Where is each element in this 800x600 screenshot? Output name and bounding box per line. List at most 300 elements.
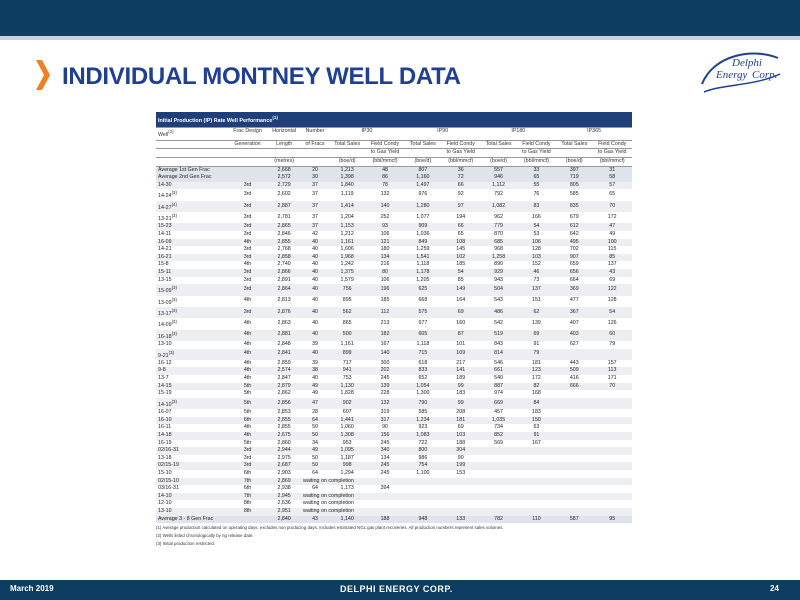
table-cell: 2,945 [267, 493, 301, 501]
table-cell: 48 [365, 166, 404, 174]
table-cell: 1,828 [340, 390, 354, 397]
header-boed: (boe/d) [405, 157, 441, 166]
table-cell: 31 [592, 166, 632, 174]
table-body [156, 166, 632, 523]
table-cell: 80 [365, 269, 404, 277]
table-cell: 2,858 [267, 254, 301, 262]
table-cell: 659 [569, 261, 579, 268]
table-row [156, 318, 632, 329]
table-cell: 69 [457, 424, 464, 431]
table-cell: 134 [365, 254, 404, 262]
well-name-cell: 02/15-10 [156, 478, 228, 486]
table-cell: 1,160 [405, 174, 441, 182]
table-cell: 4th [243, 320, 252, 327]
table-cell: 4th [228, 349, 267, 360]
table-cell: 70 [592, 383, 632, 391]
table-cell: 1,060 [340, 424, 354, 431]
table-cell: 1,398 [329, 174, 365, 182]
table-row [156, 231, 632, 239]
table-row [156, 261, 632, 269]
table-cell: 968 [494, 246, 503, 253]
table-cell: 416 [569, 375, 579, 382]
table-cell: 962 [494, 213, 503, 220]
table-row [156, 424, 632, 432]
header-ip180: IP180 [480, 128, 556, 140]
table-cell: 149 [441, 284, 480, 295]
table-cell: 128 [532, 246, 541, 253]
table-cell: 679 [569, 213, 579, 220]
table-cell: 139 [532, 320, 541, 327]
table-row [156, 409, 632, 417]
table-cell: 55 [517, 182, 556, 190]
table-cell: 849 [405, 239, 441, 247]
table-cell: 53 [533, 230, 540, 237]
table-header-row-4 [156, 157, 632, 166]
table-cell: 3rd [243, 454, 252, 461]
table-cell: 1,212 [340, 230, 354, 237]
table-cell: 3rd [228, 223, 267, 231]
well-data-table-container [156, 112, 632, 574]
table-cell: 64 [312, 485, 318, 492]
table-cell: 37 [312, 213, 318, 220]
table-cell: 756 [329, 284, 365, 295]
table-cell: 562 [329, 307, 365, 318]
well-name-cell: 16-11 [158, 424, 172, 431]
well-name-cell: 15-19 [158, 390, 172, 397]
table-row [156, 375, 632, 383]
table-cell: 986 [418, 454, 428, 461]
well-data-table [156, 112, 632, 523]
table-cell: 150 [517, 417, 556, 425]
table-cell: 85 [592, 254, 632, 262]
table-cell: 835 [556, 201, 592, 212]
table-cell: 1,579 [340, 276, 354, 283]
table-cell: 199 [441, 462, 480, 470]
header-total-sales: Total Sales [405, 140, 441, 149]
table-cell: 4th [228, 432, 267, 440]
table-cell: 141 [441, 367, 480, 375]
table-cell: 132 [380, 191, 390, 198]
table-cell: 2,891 [277, 276, 291, 283]
table-row [156, 246, 632, 254]
table-cell: 2,887 [267, 201, 301, 212]
header-number: Number [301, 128, 329, 140]
table-cell: 60 [592, 330, 632, 341]
table-cell [556, 485, 592, 493]
table-cell: 2,853 [277, 409, 291, 416]
well-name-cell: 13-09$^{(3)}$ [158, 296, 177, 306]
table-cell: 976 [418, 191, 428, 198]
table-cell: 137 [607, 261, 617, 268]
well-name-cell: 15-10 [158, 469, 172, 476]
table-cell: 717 [342, 359, 352, 366]
table-cell: 58 [592, 174, 632, 182]
table-cell: 101 [456, 340, 466, 347]
table-cell: 5th [243, 390, 252, 397]
well-name-cell: 15-11 [156, 269, 228, 277]
table-cell: 607 [342, 409, 352, 416]
header-gas-yield: to Gas Yield [517, 149, 556, 158]
table-cell: 890 [494, 261, 503, 268]
table-cell: 83 [517, 201, 556, 212]
table-cell: 49 [609, 230, 616, 237]
table-cell: 109 [441, 349, 480, 360]
table-cell: 2,862 [277, 390, 291, 397]
table-cell: 843 [494, 340, 503, 347]
table-cell: 792 [494, 191, 503, 198]
table-cell: 40 [301, 239, 329, 247]
header-length: Length [267, 140, 301, 149]
table-cell: 37 [301, 201, 329, 212]
table-cell: 317 [365, 417, 404, 425]
table-cell: 974 [494, 390, 503, 397]
header-total-sales: Total Sales [329, 140, 365, 149]
table-row [156, 341, 632, 349]
table-cell: 121 [365, 239, 404, 247]
table-cell: 807 [405, 166, 441, 174]
table-cell: 36 [441, 166, 480, 174]
table-cell: 39 [312, 340, 318, 347]
table-cell: 99 [441, 398, 480, 409]
table-cell: 1,259 [416, 246, 430, 253]
well-name-cell: 13-10 [156, 508, 228, 516]
well-name-cell: 12-10 [158, 500, 172, 507]
table-cell: 540 [494, 375, 503, 382]
table-cell: 40 [312, 246, 318, 253]
header-frac-design: Frac Design [228, 128, 267, 140]
table-cell: 40 [301, 330, 329, 341]
table-cell: 1,100 [416, 469, 430, 476]
table-cell: 103 [441, 432, 480, 440]
table-cell: 188 [365, 516, 404, 524]
table-cell: 909 [405, 223, 441, 231]
header-field-condy: Field Condy [592, 140, 632, 149]
table-cell: 92 [457, 191, 464, 198]
table-cell: 40 [301, 349, 329, 360]
table-cell: 62 [517, 307, 556, 318]
table-cell: 4th [243, 297, 252, 304]
table-cell: 685 [480, 239, 516, 247]
table-cell [592, 470, 632, 478]
table-cell [592, 398, 632, 409]
table-cell: 245 [380, 439, 390, 446]
table-cell: 217 [456, 359, 466, 366]
table-cell: 1,497 [405, 182, 441, 190]
table-cell: 37 [301, 223, 329, 231]
table-cell: 1,242 [340, 261, 354, 268]
header-total-sales: Total Sales [480, 140, 516, 149]
well-name-cell: 15-09$^{(3)}$ [156, 284, 228, 295]
table-cell [480, 455, 516, 463]
table-cell: 2,975 [277, 454, 291, 461]
table-row [156, 390, 632, 398]
table-cell [592, 447, 632, 455]
table-row [156, 485, 632, 493]
table-row [156, 417, 632, 425]
table-cell: 40 [301, 284, 329, 295]
table-row [156, 447, 632, 455]
table-cell: 403 [556, 330, 592, 341]
table-cell: 3rd [243, 246, 252, 253]
table-cell: 1,130 [329, 383, 365, 391]
table-cell: 1,204 [340, 213, 354, 220]
note-3: (3) Initial production restricted. [156, 541, 216, 547]
table-cell: 300 [380, 359, 390, 366]
table-cell: 40 [312, 297, 318, 304]
table-cell: 1,205 [416, 276, 430, 283]
table-cell [480, 485, 516, 493]
header-ip90: IP90 [405, 128, 481, 140]
table-cell: 3rd [228, 254, 267, 262]
table-cell: 20 [301, 166, 329, 174]
well-name-cell: 14-21 [158, 246, 172, 253]
table-header-row-1 [156, 128, 632, 140]
table-cell: 800 [405, 447, 441, 455]
table-cell: 70 [592, 201, 632, 212]
table-cell: 189 [456, 375, 466, 382]
table-cell: 2,841 [267, 349, 301, 360]
table-cell: 139 [365, 383, 404, 391]
table-cell: 166 [532, 213, 541, 220]
logo-text-line3: Corp. [752, 69, 778, 81]
table-cell: 500 [329, 330, 365, 341]
table-cell: 2,951 [267, 508, 301, 516]
table-cell: 65 [517, 174, 556, 182]
table-cell: 4th [228, 239, 267, 247]
table-cell: 82 [517, 383, 556, 391]
table-cell [228, 166, 267, 174]
well-name-cell: 16-18$^{(3)}$ [156, 330, 228, 341]
table-cell: 486 [480, 307, 516, 318]
table-cell [480, 447, 516, 455]
table-row [156, 223, 632, 231]
table-cell: 91 [517, 432, 556, 440]
well-name-cell: 16-10 [156, 417, 228, 425]
table-cell: 216 [380, 261, 390, 268]
table-row [156, 470, 632, 478]
well-name-cell: 16-12 [158, 359, 172, 366]
table-row [156, 212, 632, 223]
table-cell: 172 [607, 213, 617, 220]
well-name-cell: 14-10 [156, 493, 228, 501]
page-title: INDIVIDUAL MONTNEY WELL DATA [62, 63, 461, 90]
table-cell: 407 [569, 320, 579, 327]
table-cell: 6th [228, 417, 267, 425]
table-cell [405, 485, 441, 493]
logo-text-line1: Delphi [732, 57, 762, 69]
table-cell: 69 [517, 330, 556, 341]
table-cell: 106 [380, 230, 390, 237]
table-cell: 152 [532, 261, 541, 268]
table-cell: 50 [301, 462, 329, 470]
table-cell: 50 [312, 454, 318, 461]
table-cell: 38 [301, 367, 329, 375]
table-cell: 85 [457, 276, 464, 283]
table-cell: 2,848 [277, 340, 291, 347]
table-row [156, 500, 632, 508]
table-cell: 54 [441, 269, 480, 277]
table-cell: 3rd [228, 447, 267, 455]
table-cell: 3rd [228, 462, 267, 470]
table-cell: 245 [380, 469, 390, 476]
table-cell: 66 [441, 223, 480, 231]
well-name-cell: 16-21 [156, 254, 228, 262]
table-cell: 1,140 [329, 516, 365, 524]
well-name-cell: 13-10 [158, 340, 172, 347]
table-cell: 1,161 [340, 340, 354, 347]
table-cell: 4th [243, 375, 252, 382]
table-cell: 49 [301, 383, 329, 391]
table-cell: 1,153 [329, 223, 365, 231]
table-cell [556, 349, 592, 360]
table-cell: 557 [480, 166, 516, 174]
table-cell: 40 [301, 254, 329, 262]
table-cell: 1,840 [329, 182, 365, 190]
table-row [156, 330, 632, 341]
table-cell: 457 [494, 409, 503, 416]
well-name-cell: Average 3 - 8 Gen Frac [156, 516, 228, 524]
table-cell: 245 [365, 462, 404, 470]
well-name-cell: 14-27$^{(4)}$ [156, 201, 228, 212]
table-cell: 6th [243, 485, 252, 492]
table-cell: 63 [533, 424, 540, 431]
company-logo [694, 44, 786, 104]
table-header-row-2 [156, 140, 632, 149]
table-cell: 2,855 [277, 424, 291, 431]
table-cell: 49 [301, 447, 329, 455]
table-cell: 814 [480, 349, 516, 360]
table-notes [156, 524, 632, 548]
table-cell [556, 409, 592, 417]
well-name-cell: 9-21$^{(3)}$ [156, 349, 228, 360]
table-cell: 5th [243, 409, 252, 416]
table-row [156, 516, 632, 524]
header-field-condy: Field Condy [365, 140, 404, 149]
table-cell: 182 [365, 330, 404, 341]
table-cell: 1,118 [416, 261, 430, 268]
table-cell: waiting on completion [301, 508, 632, 516]
table-cell: 1,968 [329, 254, 365, 262]
table-cell: 2,675 [267, 432, 301, 440]
table-cell: 30 [301, 174, 329, 182]
table-cell: 66 [441, 182, 480, 190]
well-name-cell: 14-24$^{(3)}$ [158, 190, 177, 200]
well-name-cell: Average 2nd Gen Frac [156, 174, 228, 182]
table-cell: 2,840 [267, 516, 301, 524]
table-cell [592, 390, 632, 398]
table-cell: 642 [569, 230, 579, 237]
table-cell: 998 [329, 462, 365, 470]
table-cell: 47 [301, 398, 329, 409]
table-row [156, 383, 632, 391]
table-cell: 40 [312, 276, 318, 283]
table-cell: 3rd [228, 269, 267, 277]
table-cell: 93 [365, 223, 404, 231]
table-cell: 1,095 [329, 447, 365, 455]
table-cell: 702 [569, 246, 579, 253]
table-cell: 1,178 [405, 269, 441, 277]
header-metres: (metres) [267, 157, 301, 166]
table-cell: 2,574 [267, 367, 301, 375]
header-bblmmcf: (bbl/mmcf) [441, 157, 480, 166]
table-cell: 3rd [243, 213, 252, 220]
table-cell: 612 [556, 223, 592, 231]
table-cell: waiting on completion [301, 493, 632, 501]
note-1: (1) Average production calculated on operating days, excludes non producing days. Includes estimated NGL gas plant recoveries. All production numbers represent sales volumes. [156, 525, 504, 531]
table-cell [592, 349, 632, 360]
table-cell [441, 485, 480, 493]
table-cell [517, 462, 556, 470]
table-cell: 252 [380, 213, 390, 220]
table-cell: 2,903 [277, 469, 291, 476]
table-cell: 2,856 [267, 398, 301, 409]
table-cell: 895 [342, 297, 352, 304]
well-name-cell: 14-30 [156, 182, 228, 190]
table-cell: 181 [441, 417, 480, 425]
table-cell: 2,865 [267, 223, 301, 231]
table-cell [592, 409, 632, 417]
table-cell: 84 [517, 398, 556, 409]
table-cell: 43 [592, 269, 632, 277]
table-cell: 575 [405, 307, 441, 318]
table-cell: 627 [569, 340, 579, 347]
table-cell: 907 [556, 254, 592, 262]
table-cell: 213 [380, 320, 390, 327]
table-row [156, 284, 632, 295]
table-cell: 2,881 [267, 330, 301, 341]
table-cell: 477 [569, 297, 579, 304]
footer-bar [0, 580, 800, 600]
table-cell: 1,187 [340, 454, 354, 461]
well-name-cell: 13-18 [158, 454, 172, 461]
table-cell: 605 [405, 330, 441, 341]
table-cell: waiting on completion [301, 478, 632, 486]
table-cell: 5th [243, 439, 252, 446]
table-cell: 2,855 [267, 239, 301, 247]
table-cell: 519 [480, 330, 516, 341]
table-cell: 4th [243, 424, 252, 431]
header-bblmmcf: (bbl/mmcf) [365, 157, 404, 166]
table-cell: 123 [517, 367, 556, 375]
footer-company: DELPHI ENERGY CORP. [340, 584, 453, 594]
table-cell: 5th [228, 383, 267, 391]
table-cell: 2,846 [277, 230, 291, 237]
table-cell: 1,414 [329, 201, 365, 212]
table-row [156, 307, 632, 318]
table-cell: 157 [607, 359, 617, 366]
table-cell: 3rd [228, 284, 267, 295]
table-cell: 941 [329, 367, 365, 375]
table-cell: 946 [480, 174, 516, 182]
table-cell: 1,308 [329, 432, 365, 440]
table-cell: 5th [228, 398, 267, 409]
table-cell: 2,860 [277, 439, 291, 446]
table-cell: 1,035 [480, 417, 516, 425]
table-cell [592, 424, 632, 432]
table-cell: 106 [380, 276, 390, 283]
table-cell [228, 516, 267, 524]
table-cell: 103 [517, 254, 556, 262]
table-cell: 4th [243, 340, 252, 347]
table-cell: 245 [380, 375, 390, 382]
table-cell: 569 [494, 439, 503, 446]
table-cell: 3rd [243, 276, 252, 283]
table-cell: 2,938 [277, 485, 291, 492]
table-cell: 1,234 [405, 417, 441, 425]
table-cell: 128 [607, 297, 617, 304]
table-cell: 2,687 [267, 462, 301, 470]
table-cell: 887 [480, 383, 516, 391]
